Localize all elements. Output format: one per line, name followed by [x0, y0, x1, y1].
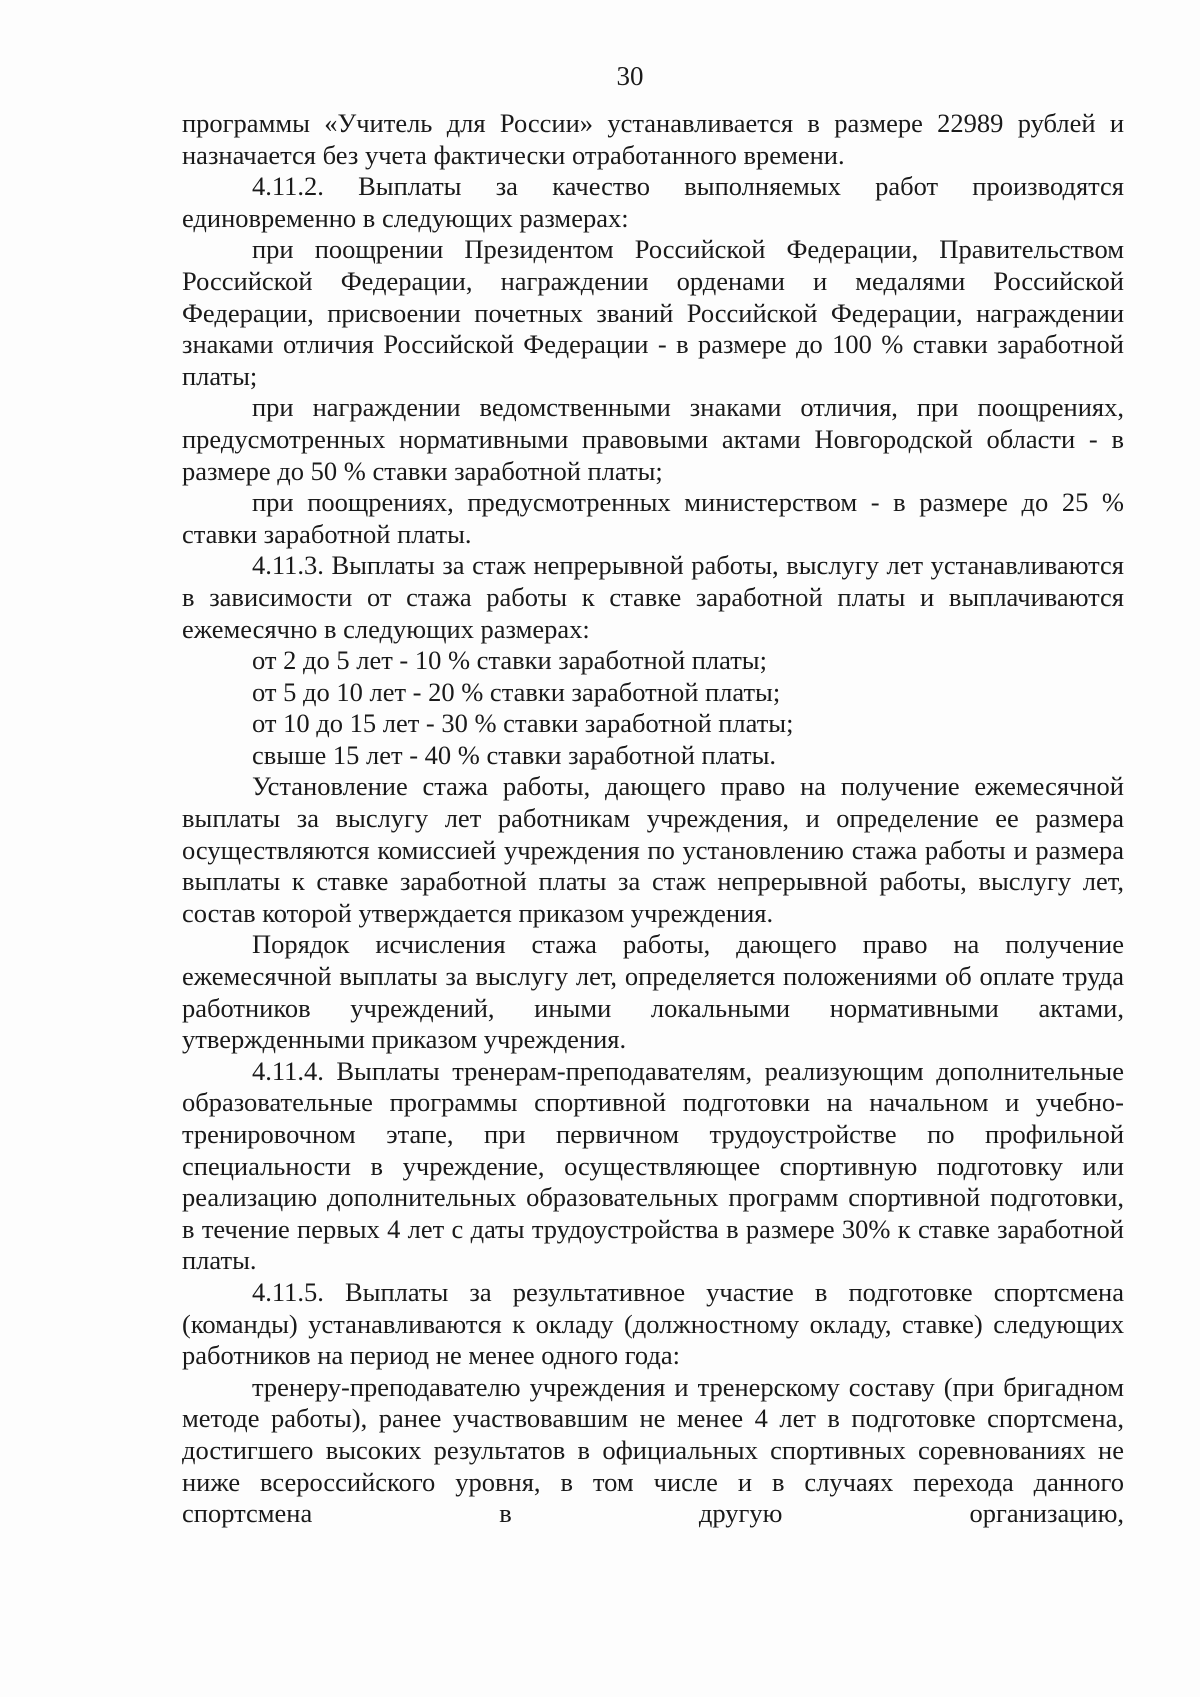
list-item-seniority-2: от 5 до 10 лет - 20 % ставки заработной платы;	[252, 676, 781, 707]
paragraph-4-11-2: 4.11.2. Выплаты за качество выполняемых работ производятся единовременно в следующих размерах:	[182, 171, 1124, 233]
list-item-seniority-4: свыше 15 лет - 40 % ставки заработной платы.	[252, 739, 777, 770]
paragraph-seniority-commission: Установление стажа работы, дающего право на получение ежемесячной выплаты за выслугу лет работникам учреждения, и определение ее размера осуществляются комиссией учреждения по установлению стажа работы и размера выплаты к ставке заработной платы за стаж непрерывной работы, выслугу лет, состав которой утверждается приказом учреждения.	[182, 771, 1124, 928]
paragraph-continuation: программы «Учитель для России» устанавливается в размере 22989 рублей и назначается без учета фактически отработанного времени.	[182, 108, 1124, 170]
paragraph-4-11-4: 4.11.4. Выплаты тренерам-преподавателям, реализующим дополнительные образовательные программы спортивной подготовки на начальном и учебно-тренировочном этапе, при первичном трудоустройстве по профильной специальности в учреждение, осуществляющее спортивную подготовку или реализацию дополнительных образовательных программ спортивной подготовки, в течение первых 4 лет с даты трудоустройства в размере 30% к ставке заработной платы.	[182, 1055, 1124, 1276]
paragraph-award-ministry: при поощрениях, предусмотренных министерством - в размере до 25 % ставки заработной платы.	[182, 487, 1124, 549]
page-number: 30	[616, 61, 644, 91]
document-body	[182, 108, 1124, 1530]
paragraph-seniority-calculation: Порядок исчисления стажа работы, дающего право на получение ежемесячной выплаты за выслугу лет, определяется положениями об оплате труда работников учреждений, иными локальными нормативными актами, утвержденными приказом учреждения.	[182, 929, 1124, 1055]
list-item-seniority-3: от 10 до 15 лет - 30 % ставки заработной платы;	[252, 708, 794, 739]
paragraph-4-11-5: 4.11.5. Выплаты за результативное участие в подготовке спортсмена (команды) устанавливаются к окладу (должностному окладу, ставке) следующих работников на период не менее одного года:	[182, 1276, 1124, 1371]
paragraph-4-11-3: 4.11.3. Выплаты за стаж непрерывной работы, выслугу лет устанавливаются в зависимости от стажа работы к ставке заработной платы и выплачиваются ежемесячно в следующих размерах:	[182, 550, 1124, 644]
paragraph-coach-payment: тренеру-преподавателю учреждения и тренерскому составу (при бригадном методе работы), ранее участвовавшим не менее 4 лет в подготовке спортсмена, достигшего высоких результатов в официальных спортивных соревнованиях не ниже всероссийского уровня, в том числе и в случаях перехода данного спортсмена в другую организацию,	[182, 1371, 1124, 1529]
paragraph-award-president: при поощрении Президентом Российской Федерации, Правительством Российской Федерации, награждении орденами и медалями Российской Федерации, присвоении почетных званий Российской Федерации, награждении знаками отличия Российской Федерации - в размере до 100 % ставки заработной платы;	[182, 234, 1124, 391]
paragraph-award-departmental: при награждении ведомственными знаками отличия, при поощрениях, предусмотренных нормативными правовыми актами Новгородской области - в размере до 50 % ставки заработной платы;	[182, 392, 1124, 486]
list-item-seniority-1: от 2 до 5 лет - 10 % ставки заработной платы;	[252, 645, 767, 676]
